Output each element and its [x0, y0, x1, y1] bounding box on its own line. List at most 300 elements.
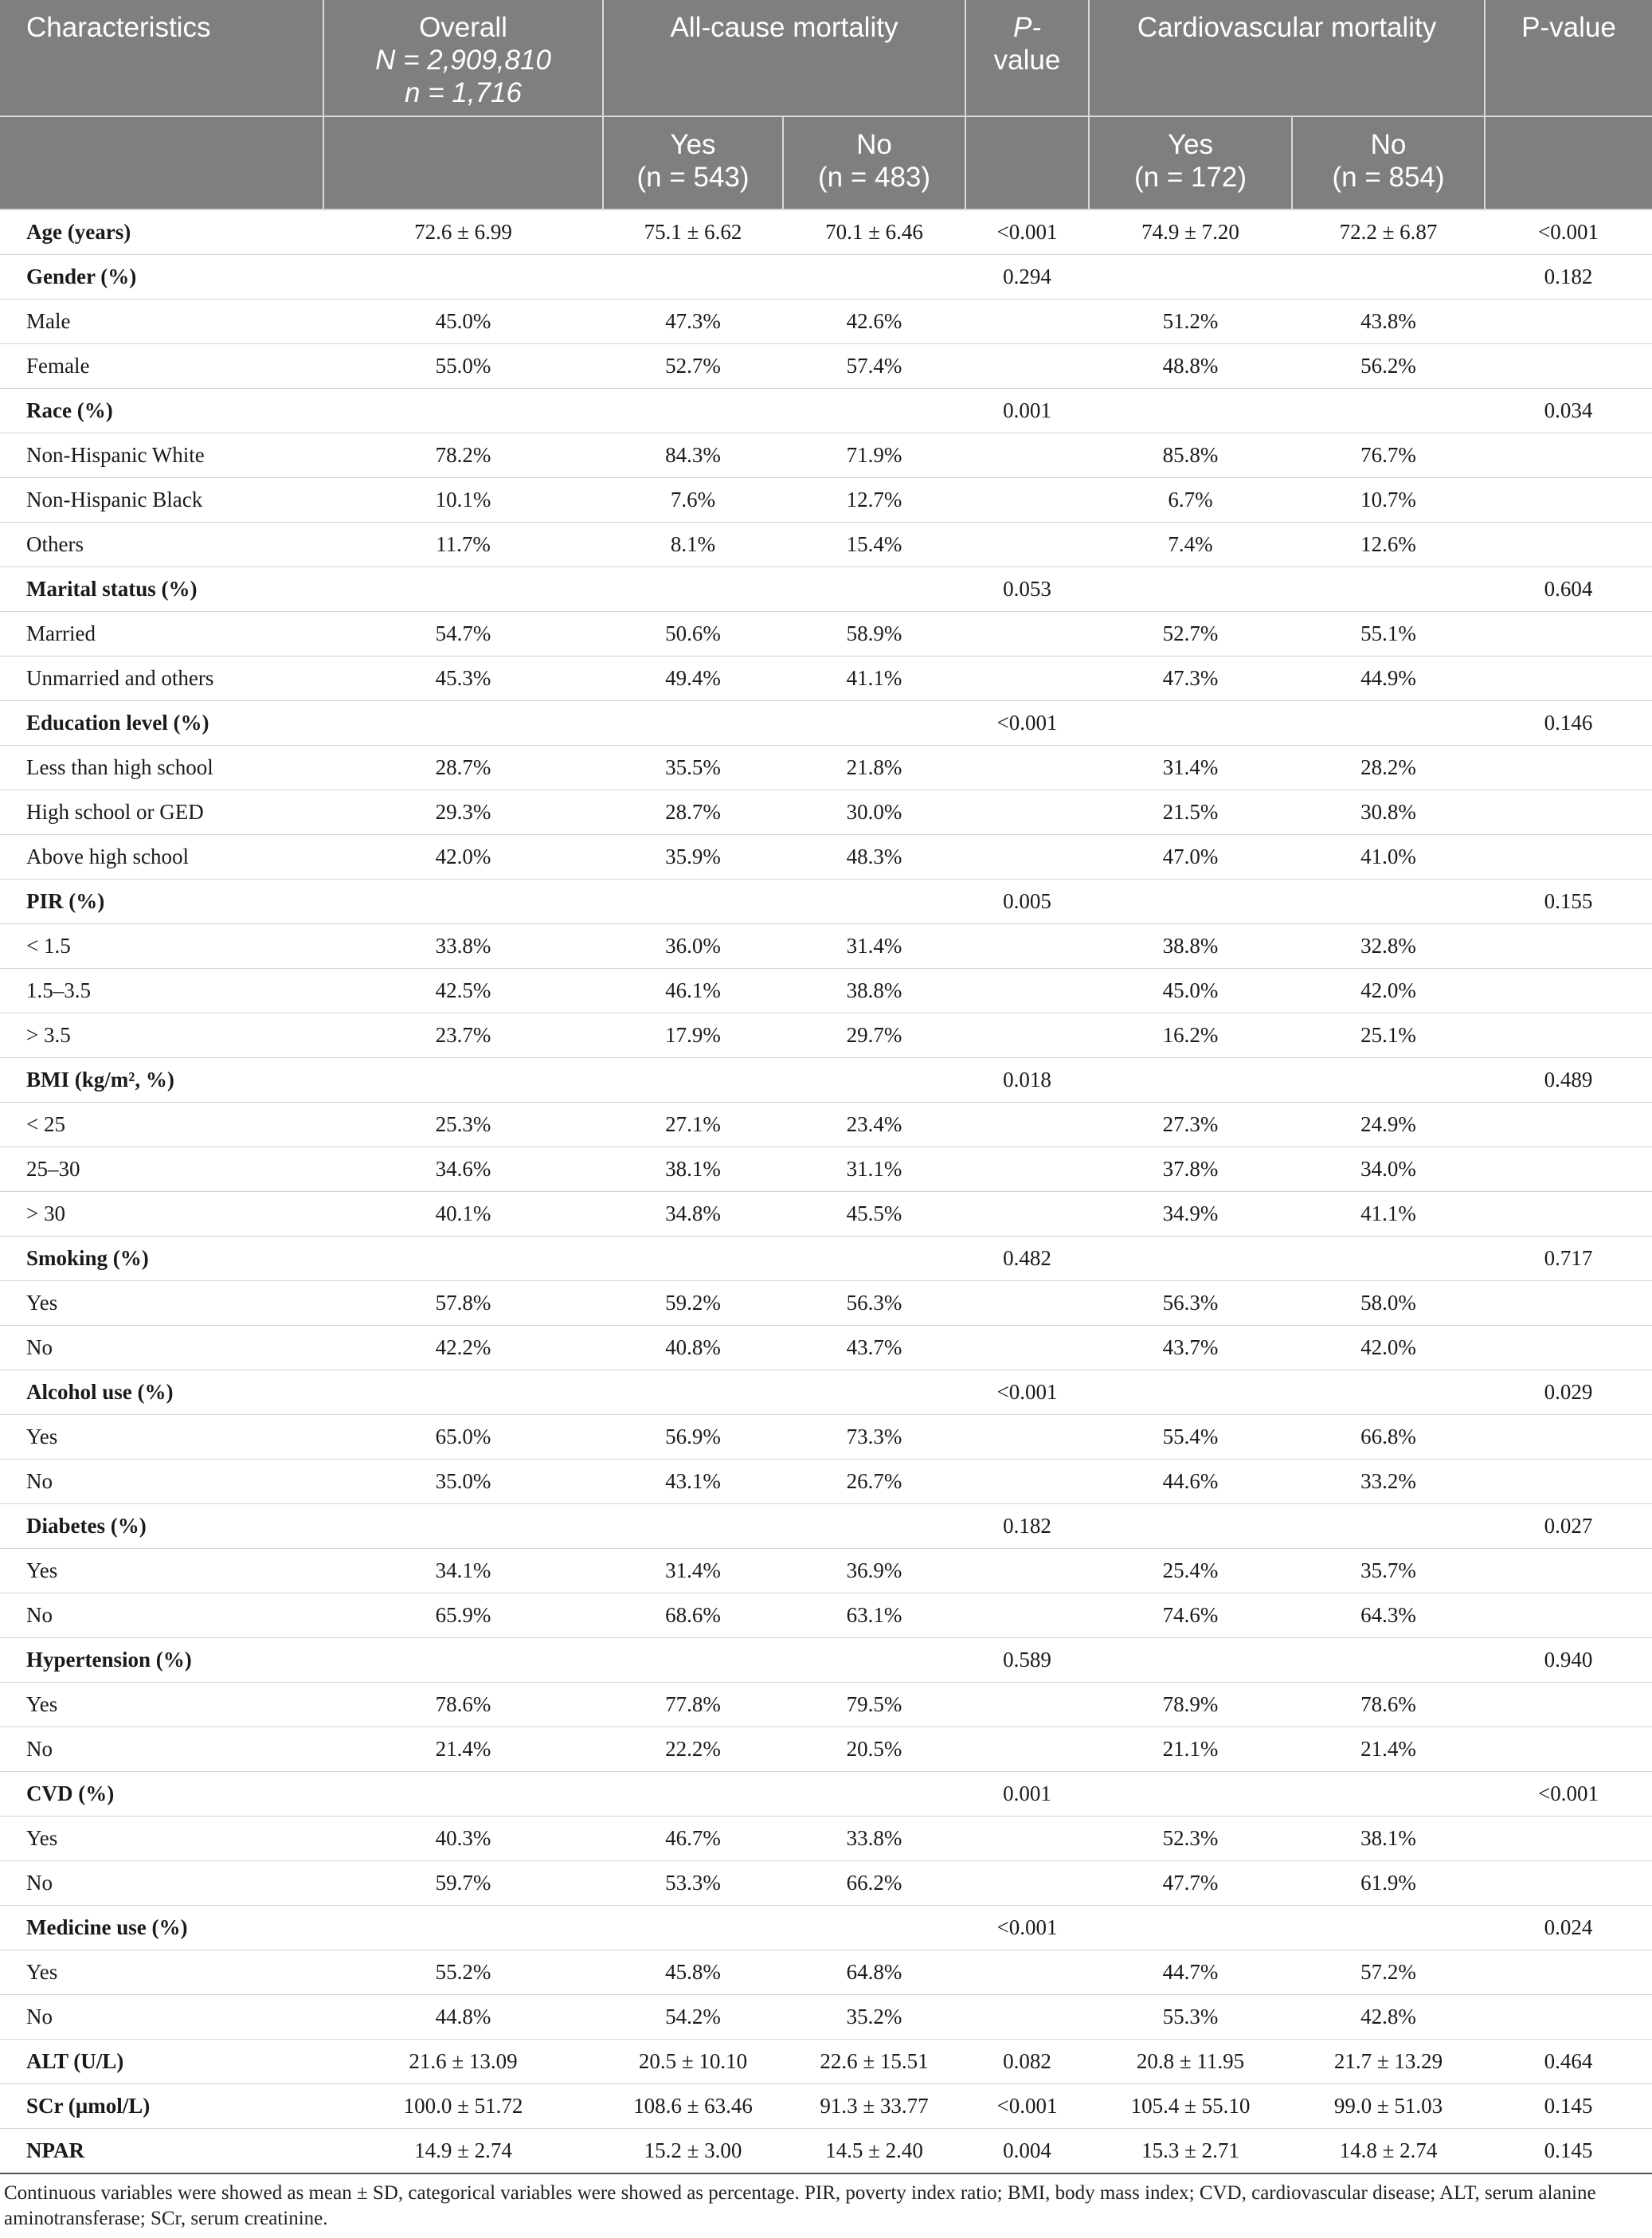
- table-row: [0, 701, 1652, 746]
- cell-cardio-p: [1485, 1103, 1652, 1147]
- cell-cardio-yes: 45.0%: [1089, 969, 1292, 1013]
- cell-label: CVD (%): [0, 1772, 323, 1817]
- cell-label: < 25: [0, 1103, 323, 1147]
- table-row: [0, 1683, 1652, 1727]
- cell-allcause-yes: 22.2%: [603, 1727, 783, 1772]
- cell-allcause-p: [965, 1817, 1089, 1861]
- table-row: [0, 300, 1652, 344]
- header-cardio-no: [1292, 116, 1485, 210]
- header-p-value-2: [1485, 0, 1652, 116]
- cell-allcause-p: [965, 1103, 1089, 1147]
- cell-cardio-yes: 56.3%: [1089, 1281, 1292, 1326]
- cell-label: No: [0, 1995, 323, 2040]
- cell-cardio-no: [1292, 1504, 1485, 1549]
- cell-allcause-yes: [603, 1638, 783, 1683]
- header-blank-4: [1485, 116, 1652, 210]
- cell-cardio-no: 38.1%: [1292, 1817, 1485, 1861]
- cell-cardio-yes: 20.8 ± 11.95: [1089, 2040, 1292, 2084]
- table-row: [0, 478, 1652, 523]
- header-characteristics-label: Characteristics: [26, 12, 211, 43]
- cell-cardio-p: [1485, 344, 1652, 389]
- cell-label: Alcohol use (%): [0, 1370, 323, 1415]
- cell-allcause-p: [965, 1593, 1089, 1638]
- cell-allcause-no: [783, 1504, 965, 1549]
- cell-allcause-no: 23.4%: [783, 1103, 965, 1147]
- cell-cardio-yes: 44.7%: [1089, 1950, 1292, 1995]
- cell-allcause-no: 29.7%: [783, 1013, 965, 1058]
- cell-cardio-yes: 78.9%: [1089, 1683, 1292, 1727]
- cell-cardio-no: [1292, 1772, 1485, 1817]
- cell-allcause-p: [965, 790, 1089, 835]
- cell-label: Yes: [0, 1950, 323, 1995]
- cell-cardio-p: [1485, 1593, 1652, 1638]
- cell-overall: 72.6 ± 6.99: [323, 210, 603, 255]
- cell-allcause-yes: 28.7%: [603, 790, 783, 835]
- cell-cardio-yes: 31.4%: [1089, 746, 1292, 790]
- cell-cardio-p: <0.001: [1485, 1772, 1652, 1817]
- cell-cardio-yes: [1089, 1772, 1292, 1817]
- cell-label: No: [0, 1593, 323, 1638]
- cell-allcause-p: [965, 1861, 1089, 1906]
- cell-cardio-yes: [1089, 1237, 1292, 1281]
- cell-allcause-yes: 45.8%: [603, 1950, 783, 1995]
- cell-allcause-p: [965, 478, 1089, 523]
- cell-allcause-no: 31.1%: [783, 1147, 965, 1192]
- header-cardio-yes: [1089, 116, 1292, 210]
- header-allcause-no-label: No: [856, 129, 892, 160]
- cell-cardio-p: [1485, 1950, 1652, 1995]
- cell-allcause-p: [965, 746, 1089, 790]
- cell-cardio-no: 24.9%: [1292, 1103, 1485, 1147]
- cell-allcause-p: [965, 835, 1089, 880]
- cell-cardio-yes: 15.3 ± 2.71: [1089, 2129, 1292, 2174]
- header-p-value-1: [965, 0, 1089, 116]
- cell-allcause-yes: 46.7%: [603, 1817, 783, 1861]
- cell-allcause-no: 45.5%: [783, 1192, 965, 1237]
- cell-overall: [323, 1237, 603, 1281]
- cell-cardio-p: <0.001: [1485, 210, 1652, 255]
- table-row: [0, 790, 1652, 835]
- cell-overall: 59.7%: [323, 1861, 603, 1906]
- cell-allcause-no: [783, 1906, 965, 1950]
- table-row: [0, 1370, 1652, 1415]
- cell-label: Married: [0, 612, 323, 657]
- table-row: [0, 1460, 1652, 1504]
- cell-cardio-no: 32.8%: [1292, 924, 1485, 969]
- cell-allcause-yes: [603, 255, 783, 300]
- header-allcause-yes: [603, 116, 783, 210]
- cell-overall: [323, 1370, 603, 1415]
- cell-cardio-no: 28.2%: [1292, 746, 1485, 790]
- cell-cardio-yes: 52.3%: [1089, 1817, 1292, 1861]
- cell-cardio-no: 10.7%: [1292, 478, 1485, 523]
- cell-allcause-yes: [603, 1772, 783, 1817]
- header-all-cause-mortality: [603, 0, 965, 116]
- cell-allcause-no: [783, 1772, 965, 1817]
- cell-cardio-no: 42.8%: [1292, 1995, 1485, 2040]
- cell-cardio-p: 0.940: [1485, 1638, 1652, 1683]
- cell-allcause-p: [965, 433, 1089, 478]
- cell-allcause-yes: [603, 880, 783, 924]
- cell-cardio-no: 61.9%: [1292, 1861, 1485, 1906]
- cell-overall: 42.0%: [323, 835, 603, 880]
- cell-label: < 1.5: [0, 924, 323, 969]
- cell-cardio-p: [1485, 1460, 1652, 1504]
- cell-allcause-yes: 40.8%: [603, 1326, 783, 1370]
- cell-label: > 3.5: [0, 1013, 323, 1058]
- table-row: [0, 1772, 1652, 1817]
- cell-allcause-yes: [603, 1906, 783, 1950]
- cell-allcause-p: 0.589: [965, 1638, 1089, 1683]
- cell-cardio-no: 14.8 ± 2.74: [1292, 2129, 1485, 2174]
- cell-overall: 11.7%: [323, 523, 603, 567]
- cell-allcause-no: 35.2%: [783, 1995, 965, 2040]
- cell-allcause-no: [783, 701, 965, 746]
- cell-allcause-no: 56.3%: [783, 1281, 965, 1326]
- cell-allcause-p: 0.294: [965, 255, 1089, 300]
- cell-cardio-no: 33.2%: [1292, 1460, 1485, 1504]
- cell-allcause-yes: 27.1%: [603, 1103, 783, 1147]
- cell-allcause-yes: [603, 567, 783, 612]
- cell-allcause-yes: 38.1%: [603, 1147, 783, 1192]
- cell-cardio-no: 12.6%: [1292, 523, 1485, 567]
- header-allcause-yes-n: (n = 543): [636, 162, 750, 193]
- table-row: [0, 1147, 1652, 1192]
- cell-overall: 35.0%: [323, 1460, 603, 1504]
- cell-allcause-yes: 54.2%: [603, 1995, 783, 2040]
- cell-label: High school or GED: [0, 790, 323, 835]
- cell-cardio-p: 0.024: [1485, 1906, 1652, 1950]
- cell-allcause-p: [965, 1192, 1089, 1237]
- cell-label: NPAR: [0, 2129, 323, 2174]
- table-row: [0, 1950, 1652, 1995]
- header-blank-2: [323, 116, 603, 210]
- table-row: [0, 1281, 1652, 1326]
- cell-allcause-no: 14.5 ± 2.40: [783, 2129, 965, 2174]
- header-cardio-yes-n: (n = 172): [1133, 162, 1247, 193]
- cell-cardio-p: 0.145: [1485, 2129, 1652, 2174]
- cell-cardio-p: [1485, 1147, 1652, 1192]
- cell-overall: 33.8%: [323, 924, 603, 969]
- cell-label: Gender (%): [0, 255, 323, 300]
- cell-allcause-no: [783, 389, 965, 433]
- cell-cardio-no: 41.0%: [1292, 835, 1485, 880]
- cell-cardio-no: 34.0%: [1292, 1147, 1485, 1192]
- cell-cardio-yes: 38.8%: [1089, 924, 1292, 969]
- cell-allcause-yes: 59.2%: [603, 1281, 783, 1326]
- cell-label: SCr (µmol/L): [0, 2084, 323, 2129]
- cell-allcause-yes: 36.0%: [603, 924, 783, 969]
- header-allcause-no: [783, 116, 965, 210]
- cell-allcause-no: 36.9%: [783, 1549, 965, 1593]
- cell-allcause-no: [783, 255, 965, 300]
- table-row: [0, 1727, 1652, 1772]
- cell-cardio-p: 0.145: [1485, 2084, 1652, 2129]
- cell-overall: 23.7%: [323, 1013, 603, 1058]
- cell-allcause-yes: [603, 389, 783, 433]
- table-row: [0, 255, 1652, 300]
- cell-allcause-yes: [603, 1237, 783, 1281]
- cell-allcause-p: 0.001: [965, 389, 1089, 433]
- cell-allcause-p: <0.001: [965, 701, 1089, 746]
- cell-cardio-no: 78.6%: [1292, 1683, 1485, 1727]
- cell-cardio-no: [1292, 1370, 1485, 1415]
- cell-allcause-p: [965, 523, 1089, 567]
- cell-label: Less than high school: [0, 746, 323, 790]
- cell-cardio-p: [1485, 1326, 1652, 1370]
- cell-overall: 78.6%: [323, 1683, 603, 1727]
- cell-overall: [323, 1906, 603, 1950]
- cell-label: Female: [0, 344, 323, 389]
- cell-cardio-yes: 21.1%: [1089, 1727, 1292, 1772]
- table-row: [0, 1326, 1652, 1370]
- cell-cardio-no: [1292, 1237, 1485, 1281]
- cell-overall: 78.2%: [323, 433, 603, 478]
- cell-allcause-yes: 46.1%: [603, 969, 783, 1013]
- header-allcause-yes-label: Yes: [670, 129, 716, 160]
- cell-cardio-no: 44.9%: [1292, 657, 1485, 701]
- cell-overall: 55.2%: [323, 1950, 603, 1995]
- table-row: [0, 433, 1652, 478]
- cell-cardio-no: [1292, 701, 1485, 746]
- table-row: [0, 1906, 1652, 1950]
- cell-allcause-yes: 75.1 ± 6.62: [603, 210, 783, 255]
- cell-allcause-no: 21.8%: [783, 746, 965, 790]
- cell-cardio-p: [1485, 1861, 1652, 1906]
- cell-allcause-p: [965, 1281, 1089, 1326]
- cell-cardio-yes: 27.3%: [1089, 1103, 1292, 1147]
- cell-cardio-no: 25.1%: [1292, 1013, 1485, 1058]
- cell-allcause-no: [783, 1058, 965, 1103]
- table-row: [0, 1013, 1652, 1058]
- cell-allcause-p: [965, 1326, 1089, 1370]
- cell-overall: [323, 1504, 603, 1549]
- cell-overall: 44.8%: [323, 1995, 603, 2040]
- cell-overall: [323, 1638, 603, 1683]
- cell-cardio-no: 21.4%: [1292, 1727, 1485, 1772]
- cell-label: Marital status (%): [0, 567, 323, 612]
- header-blank-3: [965, 116, 1089, 210]
- header-cardio-yes-label: Yes: [1167, 129, 1214, 160]
- cell-cardio-p: [1485, 433, 1652, 478]
- cell-allcause-no: 71.9%: [783, 433, 965, 478]
- cell-overall: 34.6%: [323, 1147, 603, 1192]
- cell-allcause-p: <0.001: [965, 210, 1089, 255]
- cell-overall: 42.2%: [323, 1326, 603, 1370]
- header-p2-label: P-value: [1521, 12, 1616, 43]
- cell-cardio-p: [1485, 523, 1652, 567]
- cell-label: Age (years): [0, 210, 323, 255]
- cell-cardio-p: [1485, 1817, 1652, 1861]
- cell-cardio-p: [1485, 969, 1652, 1013]
- cell-label: Non-Hispanic White: [0, 433, 323, 478]
- cell-cardio-no: [1292, 255, 1485, 300]
- cell-overall: [323, 1058, 603, 1103]
- cell-allcause-no: 57.4%: [783, 344, 965, 389]
- cell-allcause-no: [783, 1370, 965, 1415]
- cell-cardio-no: 43.8%: [1292, 300, 1485, 344]
- cell-allcause-p: 0.182: [965, 1504, 1089, 1549]
- cell-allcause-yes: 15.2 ± 3.00: [603, 2129, 783, 2174]
- cell-cardio-yes: 37.8%: [1089, 1147, 1292, 1192]
- cell-cardio-p: 0.146: [1485, 701, 1652, 746]
- cell-allcause-p: [965, 657, 1089, 701]
- cell-cardio-yes: [1089, 880, 1292, 924]
- header-overall: [323, 0, 603, 116]
- cell-allcause-no: 41.1%: [783, 657, 965, 701]
- cell-allcause-no: 30.0%: [783, 790, 965, 835]
- cell-allcause-p: [965, 1727, 1089, 1772]
- cell-label: Hypertension (%): [0, 1638, 323, 1683]
- table-row: [0, 1995, 1652, 2040]
- cell-allcause-yes: [603, 1370, 783, 1415]
- cell-cardio-yes: [1089, 567, 1292, 612]
- cell-cardio-no: 55.1%: [1292, 612, 1485, 657]
- cell-cardio-p: 0.027: [1485, 1504, 1652, 1549]
- table-row: [0, 924, 1652, 969]
- cell-cardio-no: 64.3%: [1292, 1593, 1485, 1638]
- cell-label: No: [0, 1861, 323, 1906]
- cell-allcause-p: 0.018: [965, 1058, 1089, 1103]
- header-cardio-no-n: (n = 854): [1332, 162, 1445, 193]
- cell-allcause-yes: 50.6%: [603, 612, 783, 657]
- table-row: [0, 389, 1652, 433]
- cell-allcause-p: <0.001: [965, 2084, 1089, 2129]
- cell-allcause-yes: 8.1%: [603, 523, 783, 567]
- cell-allcause-yes: 34.8%: [603, 1192, 783, 1237]
- cell-cardio-p: [1485, 1727, 1652, 1772]
- cell-allcause-no: 64.8%: [783, 1950, 965, 1995]
- cell-allcause-yes: 43.1%: [603, 1460, 783, 1504]
- cell-cardio-p: [1485, 1192, 1652, 1237]
- header-allcause-no-n: (n = 483): [817, 162, 931, 193]
- table-row: [0, 1593, 1652, 1638]
- cell-cardio-no: 57.2%: [1292, 1950, 1485, 1995]
- cell-cardio-no: 66.8%: [1292, 1415, 1485, 1460]
- cell-label: BMI (kg/m², %): [0, 1058, 323, 1103]
- cell-cardio-no: 56.2%: [1292, 344, 1485, 389]
- cell-allcause-p: 0.001: [965, 1772, 1089, 1817]
- table-row: [0, 657, 1652, 701]
- cell-label: 1.5–3.5: [0, 969, 323, 1013]
- cell-cardio-yes: 55.4%: [1089, 1415, 1292, 1460]
- cell-cardio-no: 35.7%: [1292, 1549, 1485, 1593]
- table-body: [0, 210, 1652, 2173]
- table-row: [0, 567, 1652, 612]
- cell-cardio-p: [1485, 1415, 1652, 1460]
- cell-allcause-yes: 84.3%: [603, 433, 783, 478]
- cell-overall: 54.7%: [323, 612, 603, 657]
- cell-cardio-no: 21.7 ± 13.29: [1292, 2040, 1485, 2084]
- cell-cardio-yes: [1089, 1504, 1292, 1549]
- cell-cardio-p: 0.155: [1485, 880, 1652, 924]
- cell-allcause-yes: 7.6%: [603, 478, 783, 523]
- cell-label: Above high school: [0, 835, 323, 880]
- cell-allcause-no: 15.4%: [783, 523, 965, 567]
- header-p1-line2: value: [993, 45, 1061, 76]
- cell-overall: 29.3%: [323, 790, 603, 835]
- cell-allcause-p: <0.001: [965, 1370, 1089, 1415]
- table-row: [0, 1415, 1652, 1460]
- cell-cardio-yes: 85.8%: [1089, 433, 1292, 478]
- cell-cardio-p: [1485, 1995, 1652, 2040]
- cell-label: Non-Hispanic Black: [0, 478, 323, 523]
- cell-overall: 40.1%: [323, 1192, 603, 1237]
- cell-allcause-no: [783, 880, 965, 924]
- cell-allcause-no: 73.3%: [783, 1415, 965, 1460]
- table-row: [0, 2040, 1652, 2084]
- cell-cardio-no: [1292, 1638, 1485, 1683]
- cell-cardio-p: 0.034: [1485, 389, 1652, 433]
- cell-allcause-no: 43.7%: [783, 1326, 965, 1370]
- table-row: [0, 1504, 1652, 1549]
- cell-allcause-no: 20.5%: [783, 1727, 965, 1772]
- cell-overall: 65.0%: [323, 1415, 603, 1460]
- cell-cardio-yes: [1089, 1638, 1292, 1683]
- cell-allcause-p: [965, 1147, 1089, 1192]
- cell-allcause-p: [965, 924, 1089, 969]
- header-overall-label: Overall: [419, 12, 507, 43]
- cell-label: 25–30: [0, 1147, 323, 1192]
- cell-allcause-no: 12.7%: [783, 478, 965, 523]
- cell-overall: 34.1%: [323, 1549, 603, 1593]
- cell-allcause-yes: 47.3%: [603, 300, 783, 344]
- cell-overall: [323, 880, 603, 924]
- cell-overall: 45.0%: [323, 300, 603, 344]
- cell-allcause-p: 0.482: [965, 1237, 1089, 1281]
- cell-allcause-no: 26.7%: [783, 1460, 965, 1504]
- cell-cardio-yes: 105.4 ± 55.10: [1089, 2084, 1292, 2129]
- table-row: [0, 1237, 1652, 1281]
- cell-allcause-p: [965, 1460, 1089, 1504]
- cell-allcause-no: 58.9%: [783, 612, 965, 657]
- cell-overall: 42.5%: [323, 969, 603, 1013]
- cell-label: Others: [0, 523, 323, 567]
- cell-cardio-p: 0.604: [1485, 567, 1652, 612]
- cell-allcause-p: [965, 1950, 1089, 1995]
- cell-label: ALT (U/L): [0, 2040, 323, 2084]
- cell-allcause-yes: 77.8%: [603, 1683, 783, 1727]
- cell-label: Yes: [0, 1683, 323, 1727]
- cell-label: No: [0, 1460, 323, 1504]
- cell-cardio-p: [1485, 790, 1652, 835]
- cell-cardio-p: 0.464: [1485, 2040, 1652, 2084]
- cell-allcause-p: 0.053: [965, 567, 1089, 612]
- cell-cardio-yes: 25.4%: [1089, 1549, 1292, 1593]
- table-row: [0, 523, 1652, 567]
- cell-allcause-no: [783, 1638, 965, 1683]
- cell-cardio-yes: 43.7%: [1089, 1326, 1292, 1370]
- cell-allcause-no: 33.8%: [783, 1817, 965, 1861]
- cell-cardio-no: 42.0%: [1292, 969, 1485, 1013]
- cell-cardio-p: [1485, 1683, 1652, 1727]
- cell-label: Yes: [0, 1549, 323, 1593]
- cell-cardio-p: [1485, 657, 1652, 701]
- table-row: [0, 612, 1652, 657]
- cell-cardio-yes: 34.9%: [1089, 1192, 1292, 1237]
- table-row: [0, 1103, 1652, 1147]
- cell-cardio-p: 0.489: [1485, 1058, 1652, 1103]
- cell-allcause-no: 63.1%: [783, 1593, 965, 1638]
- cell-cardio-yes: [1089, 1058, 1292, 1103]
- cell-cardio-no: [1292, 389, 1485, 433]
- cell-overall: 21.4%: [323, 1727, 603, 1772]
- cell-allcause-no: 38.8%: [783, 969, 965, 1013]
- cell-allcause-no: 31.4%: [783, 924, 965, 969]
- cell-label: Yes: [0, 1281, 323, 1326]
- cell-allcause-yes: 49.4%: [603, 657, 783, 701]
- cell-cardio-p: [1485, 478, 1652, 523]
